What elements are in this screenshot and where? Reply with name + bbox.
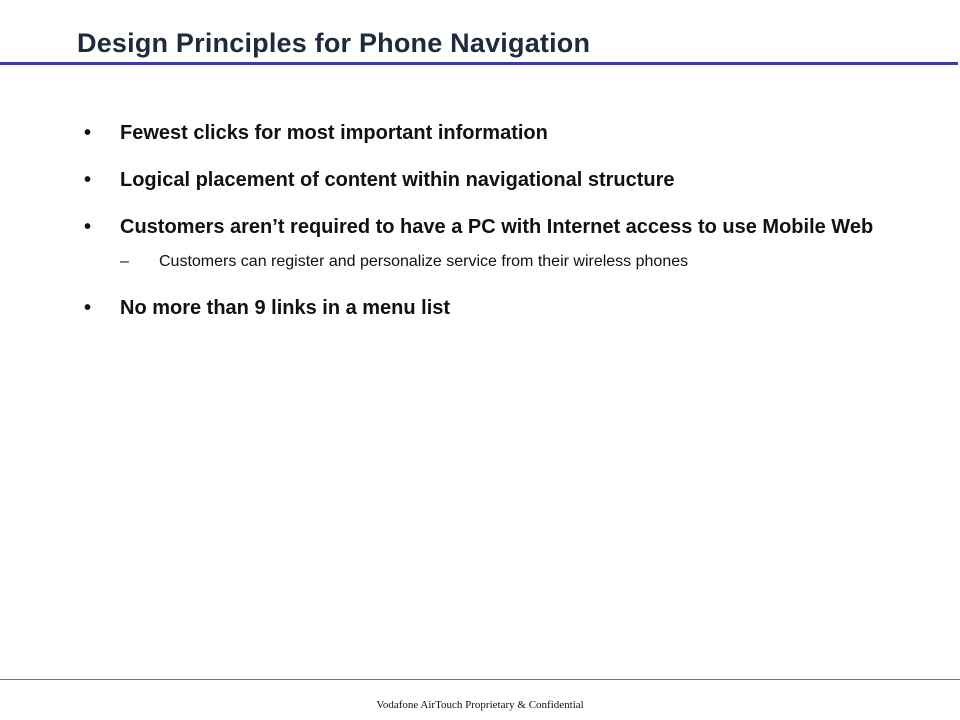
bullet-marker: • xyxy=(84,297,92,319)
sub-bullet-marker: – xyxy=(120,253,129,270)
bullet-item xyxy=(84,119,884,147)
slide-title: Design Principles for Phone Navigation xyxy=(77,28,591,58)
bullet-item xyxy=(84,213,884,275)
title-divider xyxy=(0,62,958,65)
bullet-item xyxy=(84,166,884,194)
footer-confidentiality-note: Vodafone AirTouch Proprietary & Confidential xyxy=(376,699,584,711)
bullet-list xyxy=(84,119,884,341)
bullet-text: Fewest clicks for most important information xyxy=(120,122,548,144)
bullet-marker: • xyxy=(84,122,92,144)
bullet-text: Logical placement of content within navigational structure xyxy=(120,169,675,191)
sub-bullet-item xyxy=(120,249,884,275)
bullet-marker: • xyxy=(84,216,92,238)
bullet-marker: • xyxy=(84,169,92,191)
bullet-text: Customers aren’t required to have a PC with Internet access to use Mobile Web xyxy=(120,216,874,238)
bullet-item xyxy=(84,294,884,322)
footer-divider xyxy=(0,679,960,680)
sub-bullet-text: Customers can register and personalize service from their wireless phones xyxy=(159,253,689,270)
bullet-text: No more than 9 links in a menu list xyxy=(120,297,451,319)
